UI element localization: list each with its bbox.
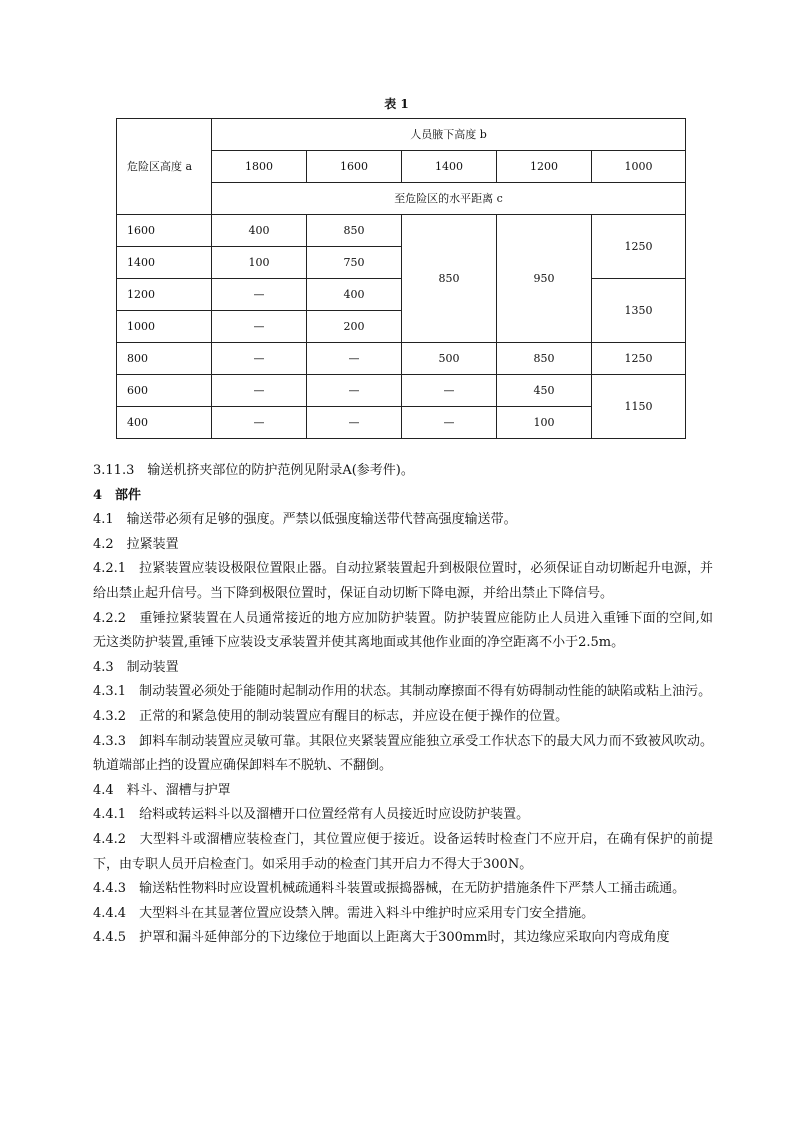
header-col: 1400: [402, 151, 497, 183]
row-label: 600: [117, 375, 212, 407]
clause-3-11-3: 3.11.3 输送机挤夹部位的防护范例见附录A(参考件)。: [93, 463, 414, 478]
table-row: [117, 279, 686, 311]
row-label: 1400: [117, 247, 212, 279]
clause-4-2-1: 4.2.1 拉紧装置应装设极限位置限止器。自动拉紧装置起升到极限位置时，必须保证自动切断起升电源，并给出禁止起升信号。当下降到极限位置时，保证自动切断下降电源，并给出禁止下降信号。: [93, 561, 713, 601]
table-cell: —: [212, 375, 307, 407]
section-heading-4: 4 部件: [93, 487, 142, 503]
header-col: 1800: [212, 151, 307, 183]
header-col: 1600: [307, 151, 402, 183]
table-row: [117, 375, 686, 407]
table-cell: —: [402, 375, 497, 407]
clause-4-4-3: 4.4.3 输送粘性物料时应设置机械疏通料斗装置或振捣器械，在无防护措施条件下严禁人工捅击疏通。: [93, 881, 686, 897]
clause-4-4-1: 4.4.1 给料或转运料斗以及溜槽开口位置经常有人员接近时应设防护装置。: [93, 807, 530, 823]
table-cell: 1250: [592, 343, 686, 375]
table-cell: 500: [402, 343, 497, 375]
table-cell: —: [307, 343, 402, 375]
row-label: 1000: [117, 311, 212, 343]
header-armpit-height: 人员腋下高度 b: [212, 119, 686, 151]
distance-table: [116, 118, 686, 439]
table-cell-merged: 1350: [592, 279, 686, 343]
subsection-heading-4-3: 4.3 制动装置: [93, 659, 179, 675]
clause-4-3-2: 4.3.2 正常的和紧急使用的制动装置应有醒目的标志，并应设在便于操作的位置。: [93, 708, 569, 724]
clause-4-3-3: 4.3.3 卸料车制动装置应灵敏可靠。其限位夹紧装置应能独立承受工作状态下的最大风力而不致被风吹动。轨道端部止挡的设置应确保卸料车不脱轨、不翻倒。: [93, 733, 713, 774]
table-cell: 100: [497, 407, 592, 439]
table-cell: 400: [307, 279, 402, 311]
row-label: 800: [117, 343, 212, 375]
table-cell: 850: [307, 215, 402, 247]
row-label: 1600: [117, 215, 212, 247]
subsection-heading-4-4: 4.4 料斗、溜槽与护罩: [93, 782, 231, 798]
table-cell: 850: [497, 343, 592, 375]
header-horizontal-distance: 至危险区的水平距离 c: [212, 183, 686, 215]
table-cell: —: [212, 343, 307, 375]
row-label: 1200: [117, 279, 212, 311]
table-cell: 450: [497, 375, 592, 407]
table-cell: 750: [307, 247, 402, 279]
header-col: 1000: [592, 151, 686, 183]
table-cell: —: [212, 311, 307, 343]
clause-4-2-2: 4.2.2 重锤拉紧装置在人员通常接近的地方应加防护装置。防护装置应能防止人员进入重锤下面的空间,如无这类防护装置,重锤下应装设支承装置并使其离地面或其他作业面的净空距离不小于2.5m。: [93, 610, 713, 651]
body-text: [93, 459, 713, 951]
table-cell: —: [307, 375, 402, 407]
table-cell-merged: 1250: [592, 215, 686, 279]
table-cell: —: [212, 407, 307, 439]
table-row: [117, 343, 686, 375]
table-title: 表 1: [384, 97, 409, 111]
table-row: [117, 215, 686, 247]
row-label: 400: [117, 407, 212, 439]
clause-4-4-5: 4.4.5 护罩和漏斗延伸部分的下边缘位于地面以上距离大于300mm时，其边缘应采取向内弯成角度: [93, 930, 670, 946]
table-cell-merged: 950: [497, 215, 592, 343]
clause-4-4-4: 4.4.4 大型料斗在其显著位置应设禁入牌。需进入料斗中维护时应采用专门安全措施。: [93, 905, 595, 921]
subsection-heading-4-2: 4.2 拉紧装置: [93, 536, 179, 552]
clause-4-4-2: 4.4.2 大型料斗或溜槽应装检查门，其位置应便于接近。设备运转时检查门不应开启，在确有保护的前提下，由专职人员开启检查门。如采用手动的检查门其开启力不得大于300N。: [93, 831, 713, 872]
header-col: 1200: [497, 151, 592, 183]
table-cell: 200: [307, 311, 402, 343]
table-cell-merged: 850: [402, 215, 497, 343]
clause-4-3-1: 4.3.1 制动装置必须处于能随时起制动作用的状态。其制动摩擦面不得有妨碍制动性能的缺陷或粘上油污。: [93, 684, 712, 700]
table-cell: —: [402, 407, 497, 439]
header-hazard-height: 危险区高度 a: [117, 119, 212, 215]
table-cell: 400: [212, 215, 307, 247]
table-cell: 100: [212, 247, 307, 279]
clause-4-1: 4.1 输送带必须有足够的强度。严禁以低强度输送带代替高强度输送带。: [93, 512, 517, 528]
table-cell: —: [212, 279, 307, 311]
table-cell: —: [307, 407, 402, 439]
table-cell-merged: 1150: [592, 375, 686, 439]
